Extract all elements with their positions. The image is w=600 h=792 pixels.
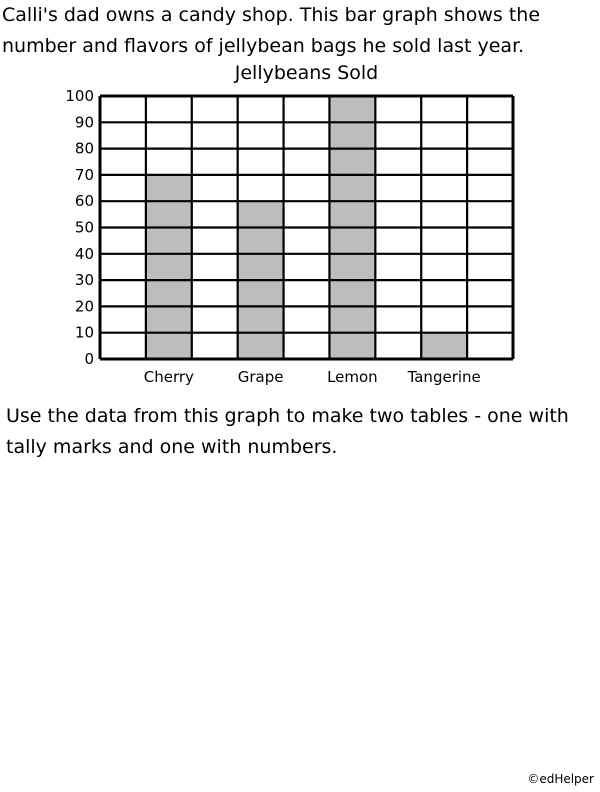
y-tick-label: 40 xyxy=(74,244,94,263)
bar-tangerine xyxy=(421,333,467,359)
x-tick-label-tangerine: Tangerine xyxy=(407,368,481,386)
y-tick-label: 70 xyxy=(74,165,94,184)
y-tick-label: 100 xyxy=(65,87,94,105)
x-tick-labels xyxy=(144,368,481,386)
x-tick-label-grape: Grape xyxy=(237,368,284,386)
chart-title: Jellybeans Sold xyxy=(234,62,379,84)
bar-cherry xyxy=(146,175,192,359)
y-tick-label: 50 xyxy=(74,218,94,237)
x-tick-label-lemon: Lemon xyxy=(327,368,378,386)
y-tick-label: 30 xyxy=(74,271,94,290)
y-tick-label: 20 xyxy=(74,297,94,316)
y-tick-label: 0 xyxy=(84,350,94,368)
intro-text: Calli's dad owns a candy shop. This bar graph shows the number and flavors of jellybean bags he sold last year. xyxy=(2,4,541,57)
y-tick-label: 60 xyxy=(74,192,94,211)
copyright-text: ©edHelper xyxy=(527,772,594,786)
y-tick-label: 90 xyxy=(74,113,94,132)
y-tick-labels xyxy=(65,87,94,368)
y-tick-label: 80 xyxy=(74,139,94,158)
instructions-text: Use the data from this graph to make two tables - one with tally marks and one with numbers. xyxy=(6,405,569,458)
y-tick-label: 10 xyxy=(74,323,94,342)
x-tick-label-cherry: Cherry xyxy=(143,368,194,386)
